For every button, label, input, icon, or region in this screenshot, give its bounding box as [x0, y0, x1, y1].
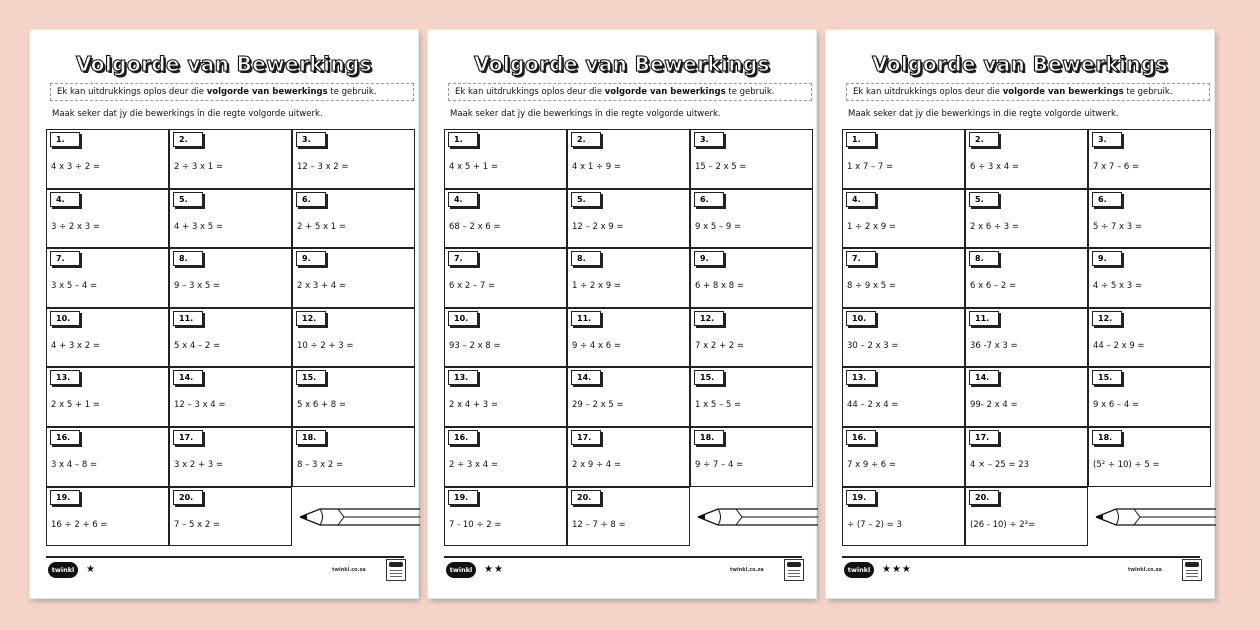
- problem-expression: 2 x 4 + 3 =: [449, 400, 499, 411]
- problem-cell: [46, 248, 169, 308]
- problem-expression: 5 x 6 + 8 =: [297, 400, 347, 411]
- problem-number: 19.: [846, 490, 876, 505]
- problem-cell: [1088, 189, 1211, 249]
- problem-expression: 9 – 3 x 5 =: [174, 281, 221, 292]
- problem-cell: [1088, 129, 1211, 189]
- problem-number: 12.: [296, 311, 326, 326]
- learning-objective: [448, 83, 812, 101]
- worksheet-page: [30, 30, 418, 598]
- problem-cell: [444, 367, 567, 427]
- problem-cell: [169, 427, 292, 487]
- problem-expression: 1 x 7 – 7 =: [847, 162, 894, 172]
- problem-cell: [690, 189, 813, 249]
- problem-number: 4.: [846, 192, 876, 207]
- difficulty-stars: ★: [86, 564, 96, 575]
- problem-expression: 7 x 2 + 2 =: [695, 340, 745, 351]
- footer-divider: [444, 556, 802, 558]
- problem-expression: 2 + 5 x 1 =: [297, 221, 347, 232]
- problem-number: 14.: [969, 370, 999, 385]
- problem-expression: 2 x 5 + 1 =: [51, 400, 101, 411]
- problem-grid: [842, 129, 1213, 547]
- problem-cell: [1088, 427, 1211, 487]
- problem-expression: 9 x 6 – 4 =: [1093, 400, 1140, 411]
- problem-cell: [965, 367, 1088, 427]
- problem-cell: [169, 308, 292, 368]
- problem-cell: [690, 308, 813, 368]
- problem-number: 19.: [448, 490, 478, 505]
- learning-objective: [846, 83, 1210, 101]
- problem-number: 5.: [173, 192, 203, 207]
- problem-cell: [292, 367, 415, 427]
- problem-cell: [567, 308, 690, 368]
- problem-expression: 15 – 2 x 5 =: [695, 162, 747, 172]
- problem-number: 11.: [969, 311, 999, 326]
- problem-cell: [292, 308, 415, 368]
- problem-number: 5.: [571, 192, 601, 207]
- problem-expression: 3 x 2 + 3 =: [174, 460, 224, 470]
- problem-number: 7.: [50, 251, 80, 266]
- problem-number: 15.: [296, 370, 326, 385]
- problem-expression: ÷ (7 – 2) = 3: [847, 519, 902, 530]
- problem-cell: [690, 427, 813, 487]
- problem-expression: (26 - 10) ÷ 2³=: [970, 519, 1036, 530]
- problem-expression: 4 × – 25 = 23: [970, 460, 1030, 470]
- problem-cell: [444, 248, 567, 308]
- problem-number: 12.: [1092, 311, 1122, 326]
- objective-text: Ek kan uitdrukkings oplos deur die: [455, 87, 605, 97]
- instruction-text: Maak seker dat jy die bewerkings in die regte volgorde uitwerk.: [450, 109, 721, 119]
- problem-cell: [1088, 367, 1211, 427]
- problem-number: 14.: [571, 370, 601, 385]
- checked-badge-icon: [386, 559, 406, 581]
- problem-expression: 12 – 3 x 2 =: [297, 162, 349, 172]
- problem-number: 18.: [296, 430, 326, 445]
- problem-cell: [46, 189, 169, 249]
- problem-cell: [169, 487, 292, 547]
- difficulty-stars: ★★★: [882, 564, 912, 575]
- problem-number: 13.: [50, 370, 80, 385]
- problem-number: 15.: [694, 370, 724, 385]
- problem-number: 16.: [448, 430, 478, 445]
- problem-number: 18.: [694, 430, 724, 445]
- problem-cell: [46, 367, 169, 427]
- objective-text: te gebruik.: [1123, 87, 1173, 97]
- problem-cell: [567, 248, 690, 308]
- problem-number: 6.: [1092, 192, 1122, 207]
- problem-expression: 6 ÷ 3 x 4 =: [970, 162, 1020, 172]
- problem-grid: [444, 129, 815, 547]
- problem-number: 18.: [1092, 430, 1122, 445]
- problem-expression: 4 + 3 x 5 =: [174, 221, 224, 232]
- problem-number: 7.: [846, 251, 876, 266]
- problem-cell: [842, 189, 965, 249]
- pencil-illustration: [298, 500, 420, 534]
- problem-number: 17.: [571, 430, 601, 445]
- problem-expression: 4 x 1 ÷ 9 =: [572, 162, 622, 172]
- website-text: twinkl.co.za: [730, 567, 764, 573]
- problem-number: 13.: [448, 370, 478, 385]
- problem-cell: [169, 129, 292, 189]
- problem-number: 8.: [173, 251, 203, 266]
- problem-cell: [965, 308, 1088, 368]
- difficulty-stars: ★★: [484, 564, 504, 575]
- problem-cell: [842, 427, 965, 487]
- problem-cell: [292, 248, 415, 308]
- problem-expression: 4 x 3 ÷ 2 =: [51, 162, 101, 172]
- problem-number: 15.: [1092, 370, 1122, 385]
- problem-expression: 2 ÷ 3 x 1 =: [174, 162, 224, 172]
- twinkl-logo: twinkl: [446, 562, 476, 578]
- problem-cell: [567, 129, 690, 189]
- problem-expression: 1 ÷ 2 x 9 =: [847, 221, 897, 232]
- problem-expression: 29 – 2 x 5 =: [572, 400, 624, 411]
- problem-number: 3.: [1092, 132, 1122, 147]
- problem-expression: 5 ÷ 7 x 3 =: [1093, 221, 1143, 232]
- problem-expression: 2 x 3 + 4 =: [297, 281, 347, 292]
- problem-expression: 3 x 5 – 4 =: [51, 281, 98, 292]
- objective-text: Ek kan uitdrukkings oplos deur die: [853, 87, 1003, 97]
- problem-cell: [965, 129, 1088, 189]
- problem-number: 6.: [296, 192, 326, 207]
- problem-cell: [169, 248, 292, 308]
- problem-expression: 3 x 4 – 8 =: [51, 460, 98, 470]
- problem-expression: 44 – 2 x 9 =: [1093, 340, 1145, 351]
- problem-expression: 4 + 3 x 2 =: [51, 340, 101, 351]
- problem-expression: 7 x 7 – 6 =: [1093, 162, 1140, 172]
- problem-number: 10.: [50, 311, 80, 326]
- website-text: twinkl.co.za: [1128, 567, 1162, 573]
- problem-number: 2.: [173, 132, 203, 147]
- problem-number: 3.: [694, 132, 724, 147]
- problem-cell: [567, 189, 690, 249]
- worksheet-title: Volgorde van Bewerkings: [75, 52, 372, 76]
- twinkl-logo: twinkl: [844, 562, 874, 578]
- worksheet-page: [428, 30, 816, 598]
- problem-expression: 93 – 2 x 8 =: [449, 340, 501, 351]
- objective-bold-text: volgorde van bewerkings: [206, 87, 328, 97]
- twinkl-logo: twinkl: [48, 562, 78, 578]
- problem-cell: [444, 129, 567, 189]
- problem-cell: [842, 129, 965, 189]
- objective-text: Ek kan uitdrukkings oplos deur die: [57, 87, 207, 97]
- problem-cell: [965, 427, 1088, 487]
- problem-cell: [690, 248, 813, 308]
- problem-number: 9.: [296, 251, 326, 266]
- problem-expression: 30 – 2 x 3 =: [847, 340, 899, 351]
- problem-number: 4.: [448, 192, 478, 207]
- problem-expression: 8 – 3 x 2 =: [297, 460, 344, 470]
- problem-expression: 12 – 3 x 4 =: [174, 400, 226, 411]
- problem-cell: [842, 367, 965, 427]
- problem-expression: 1 x 5 – 5 =: [695, 400, 742, 411]
- problem-cell: [842, 248, 965, 308]
- problem-grid: [46, 129, 417, 547]
- problem-expression: 8 ÷ 9 x 5 =: [847, 281, 897, 292]
- problem-number: 10.: [846, 311, 876, 326]
- problem-cell: [292, 189, 415, 249]
- problem-cell: [1088, 308, 1211, 368]
- problem-cell: [292, 129, 415, 189]
- problem-expression: 7 - 10 ÷ 2 =: [449, 519, 502, 530]
- problem-expression: 9 ÷ 7 – 4 =: [695, 460, 744, 470]
- problem-number: 10.: [448, 311, 478, 326]
- problem-number: 12.: [694, 311, 724, 326]
- problem-expression: 6 + 8 x 8 =: [695, 281, 745, 292]
- objective-bold-text: volgorde van bewerkings: [604, 87, 726, 97]
- learning-objective: [50, 83, 414, 101]
- problem-cell: [46, 487, 169, 547]
- problem-cell: [842, 487, 965, 547]
- worksheet-title: Volgorde van Bewerkings: [871, 52, 1168, 76]
- problem-number: 8.: [571, 251, 601, 266]
- problem-expression: 10 ÷ 2 + 3 =: [297, 340, 354, 351]
- problem-expression: 16 ÷ 2 + 6 =: [51, 519, 108, 530]
- problem-number: 16.: [50, 430, 80, 445]
- problem-number: 11.: [571, 311, 601, 326]
- problem-number: 4.: [50, 192, 80, 207]
- footer-divider: [46, 556, 404, 558]
- problem-number: 13.: [846, 370, 876, 385]
- problem-number: 9.: [694, 251, 724, 266]
- problem-expression: 68 – 2 x 6 =: [449, 221, 501, 232]
- problem-number: 11.: [173, 311, 203, 326]
- objective-text: te gebruik.: [327, 87, 377, 97]
- worksheet-page: [826, 30, 1214, 598]
- problem-cell: [292, 427, 415, 487]
- problem-number: 1.: [50, 132, 80, 147]
- problem-expression: 2 x 9 ÷ 4 =: [572, 460, 622, 470]
- problem-cell: [46, 129, 169, 189]
- problem-cell: [965, 248, 1088, 308]
- problem-number: 17.: [173, 430, 203, 445]
- problem-number: 5.: [969, 192, 999, 207]
- instruction-text: Maak seker dat jy die bewerkings in die regte volgorde uitwerk.: [848, 109, 1119, 119]
- problem-expression: 6 x 6 – 2 =: [970, 281, 1017, 292]
- problem-expression: 6 x 2 – 7 =: [449, 281, 496, 292]
- problem-number: 3.: [296, 132, 326, 147]
- website-text: twinkl.co.za: [332, 567, 366, 573]
- objective-text: te gebruik.: [725, 87, 775, 97]
- problem-cell: [690, 367, 813, 427]
- problem-expression: 2 x 6 ÷ 3 =: [970, 221, 1020, 232]
- problem-number: 2.: [571, 132, 601, 147]
- problem-expression: 1 ÷ 2 x 9 =: [572, 281, 622, 292]
- problem-number: 14.: [173, 370, 203, 385]
- problem-expression: 36 -7 x 3 =: [970, 340, 1018, 351]
- checked-badge-icon: [1182, 559, 1202, 581]
- instruction-text: Maak seker dat jy die bewerkings in die regte volgorde uitwerk.: [52, 109, 323, 119]
- problem-cell: [169, 367, 292, 427]
- problem-expression: 2 ÷ 3 x 4 =: [449, 460, 499, 470]
- problem-number: 6.: [694, 192, 724, 207]
- problem-cell: [567, 487, 690, 547]
- problem-cell: [842, 308, 965, 368]
- problem-number: 2.: [969, 132, 999, 147]
- problem-expression: 44 – 2 x 4 =: [847, 400, 899, 411]
- problem-cell: [965, 189, 1088, 249]
- problem-cell: [1088, 248, 1211, 308]
- problem-number: 1.: [448, 132, 478, 147]
- problem-cell: [444, 487, 567, 547]
- problem-cell: [46, 427, 169, 487]
- worksheet-title: Volgorde van Bewerkings: [473, 52, 770, 76]
- problem-number: 19.: [50, 490, 80, 505]
- problem-number: 20.: [173, 490, 203, 505]
- problem-number: 16.: [846, 430, 876, 445]
- problem-expression: 7 – 5 x 2 =: [174, 519, 221, 530]
- problem-cell: [46, 308, 169, 368]
- pencil-illustration: [696, 500, 818, 534]
- problem-expression: 9 ÷ 4 x 6 =: [572, 340, 622, 351]
- problem-expression: 12 – 7 ÷ 8 =: [572, 519, 626, 530]
- problem-number: 17.: [969, 430, 999, 445]
- problem-number: 20.: [969, 490, 999, 505]
- problem-cell: [444, 427, 567, 487]
- problem-expression: 4 ÷ 5 x 3 =: [1093, 281, 1143, 292]
- problem-expression: 99- 2 x 4 =: [970, 400, 1018, 411]
- objective-bold-text: volgorde van bewerkings: [1002, 87, 1124, 97]
- problem-cell: [965, 487, 1088, 547]
- problem-expression: (5² ÷ 10) ÷ 5 =: [1093, 460, 1160, 470]
- problem-number: 9.: [1092, 251, 1122, 266]
- problem-cell: [169, 189, 292, 249]
- problem-cell: [444, 308, 567, 368]
- problem-number: 7.: [448, 251, 478, 266]
- problem-number: 20.: [571, 490, 601, 505]
- problem-number: 8.: [969, 251, 999, 266]
- problem-cell: [567, 367, 690, 427]
- checked-badge-icon: [784, 559, 804, 581]
- footer-divider: [842, 556, 1200, 558]
- problem-expression: 9 x 5 – 9 =: [695, 221, 742, 232]
- problem-cell: [690, 129, 813, 189]
- problem-cell: [567, 427, 690, 487]
- problem-number: 1.: [846, 132, 876, 147]
- problem-expression: 4 x 5 + 1 =: [449, 162, 499, 172]
- problem-expression: 7 x 9 ÷ 6 =: [847, 460, 897, 470]
- problem-expression: 12 – 2 x 9 =: [572, 221, 624, 232]
- problem-expression: 3 ÷ 2 x 3 =: [51, 221, 101, 232]
- problem-expression: 5 x 4 – 2 =: [174, 340, 221, 351]
- problem-cell: [444, 189, 567, 249]
- pencil-illustration: [1094, 500, 1216, 534]
